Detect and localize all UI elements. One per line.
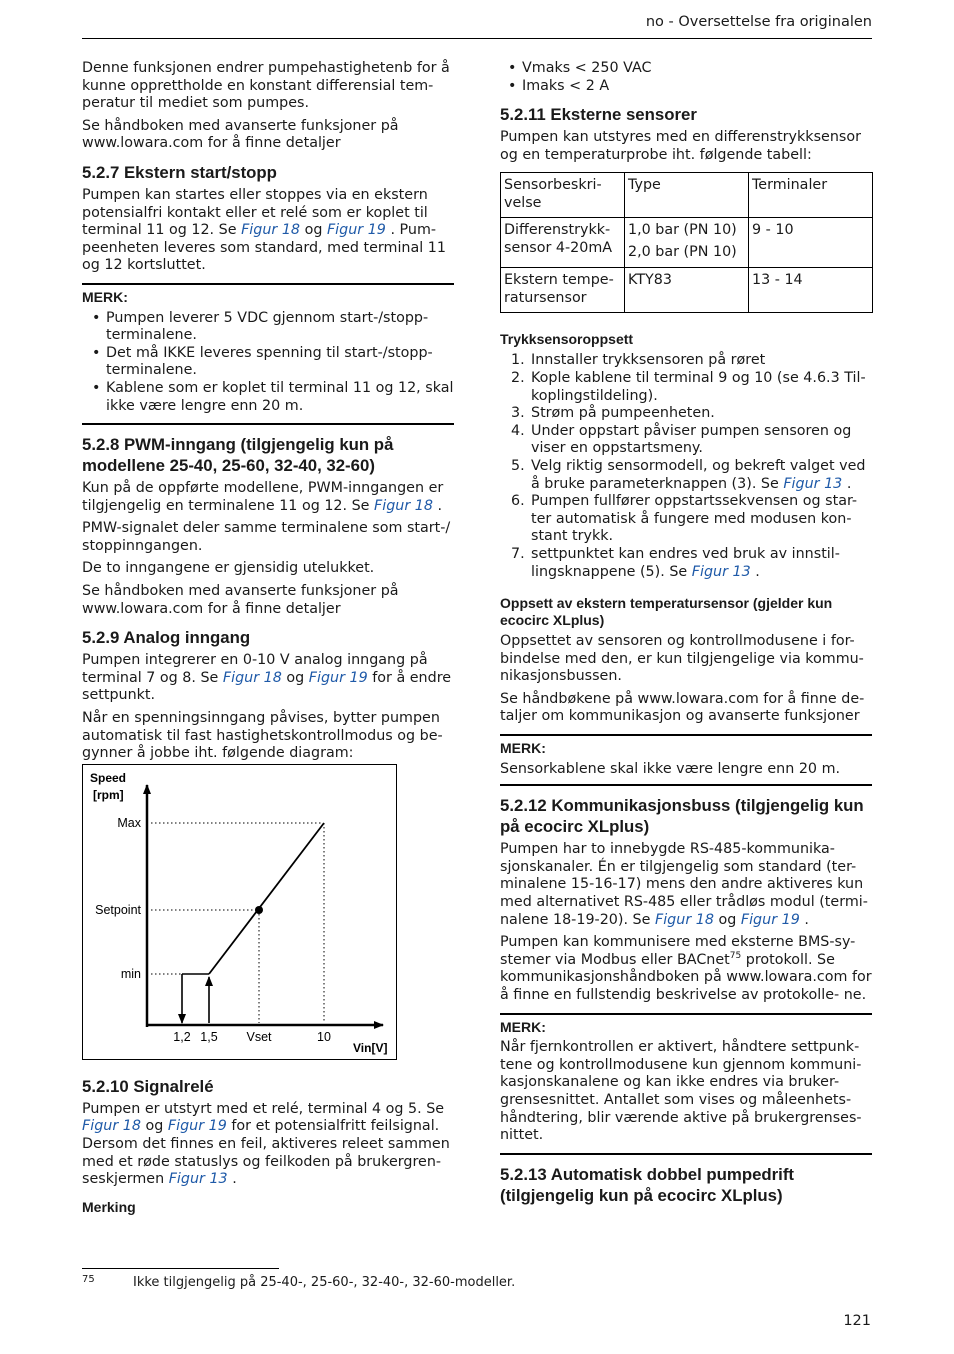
figure-18-link[interactable]: Figur 18 xyxy=(374,497,433,514)
right-column xyxy=(500,60,872,1210)
list-item: • Vmaks < 250 VAC xyxy=(522,60,872,78)
temperature-setup-paragraph-1: Oppsettet av sensoren og kontrollmodusene i for- bindelse med den, er kun tilgjengelige via kommu- nikasjonsbussen. xyxy=(500,633,864,685)
list-item: • Imaks < 2 A xyxy=(522,78,872,96)
note-title: MERK: xyxy=(500,1018,546,1035)
section-5-2-10-heading: 5.2.10 Signalrelé xyxy=(82,1076,214,1096)
merking-heading: Merking xyxy=(82,1198,136,1215)
figure-18-link[interactable]: Figur 18 xyxy=(222,669,282,686)
x-tick-label-vset: Vset xyxy=(246,1029,272,1044)
page-number: 121 xyxy=(843,1313,871,1329)
table-cell: 13 - 14 xyxy=(749,268,873,313)
list-item: 3. Strøm på pumpeenheten. xyxy=(511,405,715,422)
figure-18-link[interactable]: Figur 18 xyxy=(82,1118,141,1135)
list-item: 6. Pumpen fullfører oppstartssekvensen og star- ter automatisk å fungere med modusen kon- stant trykk. xyxy=(511,493,858,545)
footnote-reference[interactable]: 75 xyxy=(729,951,742,962)
section-5-2-11-heading: 5.2.11 Eksterne sensorer xyxy=(500,105,697,125)
y-tick-label-setpoint: Setpoint xyxy=(95,902,141,917)
table-header-row xyxy=(501,173,873,218)
section-5-2-8-paragraph-1: Kun på de oppførte modellene, PWM-inngangen er tilgjengelig en terminalene 11 og 12. Se Figur 18 . xyxy=(82,480,444,514)
setpoint-marker xyxy=(255,906,263,914)
section-5-2-8-heading: 5.2.8 PWM-inngang (tilgjengelig kun på modellene 25-40, 25-60, 32-40, 32-60) xyxy=(82,435,394,476)
note-text: Når fjernkontrollen er aktivert, håndtere settpunk- tene og kontrollmodusene kun gjennom kommuni- kasjonskanalene og kan ikke endres via bruker- grensesnittet. Antallet som vises og måleenhets- håndtering, blir værende aktive på brukergrenses- nittet. xyxy=(500,1039,862,1144)
section-5-2-8-paragraph-4: Se håndboken med avanserte funksjoner på www.lowara.com for å finne detaljer xyxy=(82,583,399,617)
y-axis-label-1: Speed xyxy=(90,770,127,785)
sensor-table xyxy=(500,172,873,313)
note-box-sensor-cables xyxy=(500,734,872,786)
figure-19-link[interactable]: Figur 19 xyxy=(326,222,386,239)
section-5-2-9-paragraph-2: Når en spenningsinngang påvises, bytter pumpen automatisk til fast hastighetskontrollmodus og be- gynner å jobbe iht. følgende diagram: xyxy=(82,710,443,762)
section-5-2-7-paragraph: Pumpen kan startes eller stoppes via en ekstern potensialfri kontakt eller et relé som er koplet til terminal 11 og 12. Se Figur 18 og Figur 19 . Pum- peenheten leveres som standard, med terminal 11 og 12 kortsluttet. xyxy=(82,186,446,274)
table-cell: Ekstern tempe- ratursensor xyxy=(501,268,625,313)
list-item: 1. Innstaller trykksensoren på røret xyxy=(511,352,766,369)
x-axis-label: Vin[V] xyxy=(353,1040,388,1055)
table-header-cell: Sensorbeskri- velse xyxy=(501,173,625,218)
figure-13-link[interactable]: Figur 13 xyxy=(168,1171,228,1188)
note-title: MERK: xyxy=(82,288,128,305)
section-5-2-13-heading: 5.2.13 Automatisk dobbel pumpedrift (tilgjengelig kun på ecocirc XLplus) xyxy=(500,1164,795,1205)
table-cell: KTY83 xyxy=(625,268,749,313)
x-tick-label-1-5: 1,5 xyxy=(200,1029,218,1044)
left-column xyxy=(82,60,454,1220)
figure-18-link[interactable]: Figur 18 xyxy=(241,222,301,239)
temperature-setup-paragraph-2: Se håndbøkene på www.lowara.com for å finne de- taljer om kommunikasjon og avanserte funksjoner xyxy=(500,690,865,725)
section-5-2-7-heading: 5.2.7 Ekstern start/stopp xyxy=(82,162,277,182)
x-tick-label-10: 10 xyxy=(317,1029,331,1044)
table-cell: Differenstrykk- sensor 4-20mA xyxy=(501,218,625,268)
figure-18-link[interactable]: Figur 18 xyxy=(654,911,714,928)
section-5-2-10-paragraph: Pumpen er utstyrt med et relé, terminal 4 og 5. Se Figur 18 og Figur 19 for et potensialfritt feilsignal. Dersom det finnes en feil, aktiveres releet sammen med et røde statuslys og feilkoden på brukergren- seskjermen Figur 13 . xyxy=(82,1100,450,1188)
section-5-2-12-paragraph-1: Pumpen har to innebygde RS-485-kommunika- sjonskanaler. Én er tilgjengelig som standard (ter- minalene 15-16-17) mens den andre aktiveres kun med alternativet RS-485 eller trådløs modul (termi- nalene 18-19-20). Se Figur 18 og Figur 19 . xyxy=(500,841,868,928)
pressure-setup-steps xyxy=(500,352,872,581)
list-item: 4. Under oppstart påviser pumpen sensoren og viser en oppstartsmeny. xyxy=(511,422,852,457)
temperature-sensor-setup-heading: Oppsett av ekstern temperatursensor (gjelder kun ecocirc XLplus) xyxy=(500,595,833,629)
y-tick-label-max: Max xyxy=(117,815,141,830)
table-row xyxy=(501,218,873,268)
note-box-remote-control xyxy=(500,1013,872,1155)
list-item: • Pumpen leverer 5 VDC gjennom start-/stopp- terminalene. xyxy=(106,310,454,345)
running-header: no - Oversettelse fra originalen xyxy=(645,14,872,30)
speed-voltage-chart xyxy=(82,764,397,1060)
table-cell: 1,0 bar (PN 10) 2,0 bar (PN 10) xyxy=(625,218,749,268)
chart-svg xyxy=(83,765,396,1059)
footnote-text: Ikke tilgjengelig på 25-40-, 25-60-, 32-40-, 32-60-modeller. xyxy=(133,1275,516,1290)
section-5-2-9-heading: 5.2.9 Analog inngang xyxy=(82,628,251,648)
figure-19-link[interactable]: Figur 19 xyxy=(308,669,368,686)
table-header-cell: Terminaler xyxy=(749,173,873,218)
section-5-2-11-paragraph: Pumpen kan utstyres med en differenstrykksensor og en temperaturprobe iht. følgende tabell: xyxy=(500,129,861,163)
table-cell: 9 - 10 xyxy=(749,218,873,268)
list-item: • Kablene som er koplet til terminal 11 og 12, skal ikke være lengre enn 20 m. xyxy=(106,380,454,415)
table-header-cell: Type xyxy=(625,173,749,218)
note-box-start-stop xyxy=(82,283,454,425)
section-5-2-12-paragraph-2: Pumpen kan kommunisere med eksterne BMS-sy- stemer via Modbus eller BACnet$^{75}$ protokoll. Se kommunikasjonshåndboken på www.lowara.com for å finne en fullstendig beskrivelse av protokolle- ne. xyxy=(500,934,872,1003)
note-text: Sensorkablene skal ikke være lengre enn 20 m. xyxy=(500,760,841,777)
figure-13-link[interactable]: Figur 13 xyxy=(691,563,751,580)
pressure-sensor-setup-heading: Trykksensoroppsett xyxy=(500,331,634,348)
footnote-number: 75 xyxy=(82,1274,95,1285)
note-title: MERK: xyxy=(500,740,546,757)
list-item: 7. settpunktet kan endres ved bruk av innstil- lingsknappene (5). Se Figur 13 . xyxy=(511,545,840,580)
figure-19-link[interactable]: Figur 19 xyxy=(740,911,800,928)
note-bullet-list xyxy=(82,310,454,416)
list-item: 2. Kople kablene til terminal 9 og 10 (se 4.6.3 Til- koplingstildeling). xyxy=(511,369,866,404)
table-row xyxy=(501,268,873,313)
relay-limits-list xyxy=(500,60,872,95)
figure-13-link[interactable]: Figur 13 xyxy=(783,475,843,492)
section-5-2-8-paragraph-3: De to inngangene er gjensidig utelukket. xyxy=(82,560,375,577)
section-5-2-12-heading: 5.2.12 Kommunikasjonsbuss (tilgjengelig kun på ecocirc XLplus) xyxy=(500,796,864,837)
x-tick-label-1-2: 1,2 xyxy=(173,1029,191,1044)
intro-paragraph-2: Se håndboken med avanserte funksjoner på www.lowara.com for å finne detaljer xyxy=(82,117,399,152)
intro-paragraph-1: Denne funksjonen endrer pumpehastighetenb for å kunne opprettholde en konstant differensial tem- peratur til mediet som pumpes. xyxy=(82,60,450,112)
speed-ramp-line xyxy=(209,823,324,974)
y-axis-label-2: [rpm] xyxy=(93,787,124,802)
header-rule xyxy=(82,38,872,39)
figure-19-link[interactable]: Figur 19 xyxy=(167,1118,227,1135)
list-item: 5. Velg riktig sensormodell, og bekreft valget ved å bruke parameterknappen (3). Se Figur 13 . xyxy=(511,457,866,492)
footnote-rule xyxy=(82,1268,279,1269)
list-item: • Det må IKKE leveres spenning til start-/stopp- terminalene. xyxy=(106,345,454,380)
section-5-2-8-paragraph-2: PMW-signalet deler samme terminalene som start-/ stoppinngangen. xyxy=(82,520,451,554)
section-5-2-9-paragraph-1: Pumpen integrerer en 0-10 V analog inngang på terminal 7 og 8. Se Figur 18 og Figur 19 for å endre settpunkt. xyxy=(82,652,452,704)
y-tick-label-min: min xyxy=(120,966,141,981)
